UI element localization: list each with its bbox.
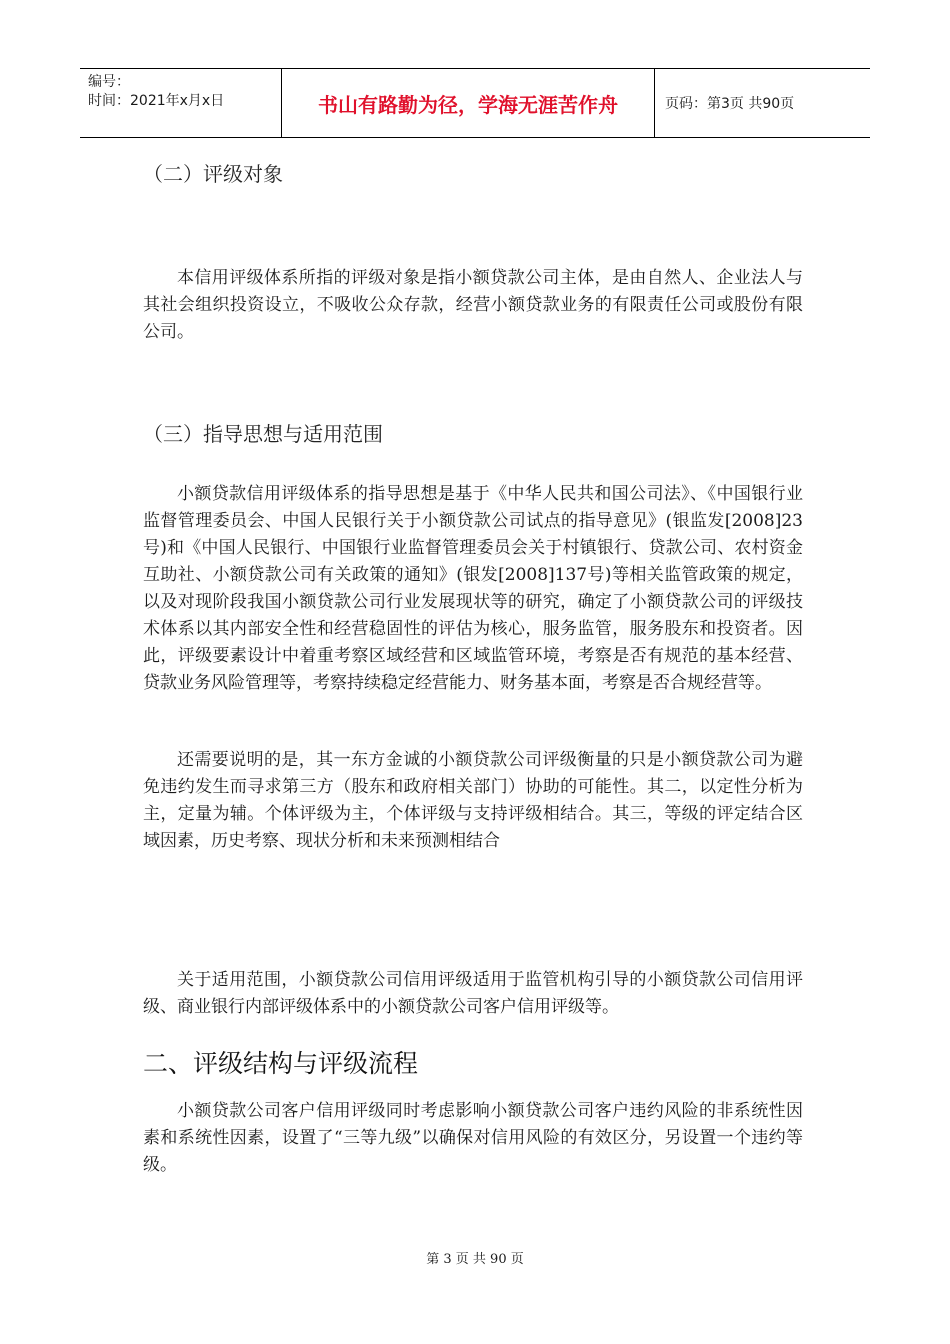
paragraph-scope: 关于适用范围，小额贷款公司信用评级适用于监管机构引导的小额贷款公司信用评级、商业银行内部评级体系中的小额贷款公司客户信用评级等。 bbox=[143, 970, 803, 1017]
paragraph-evaluation-object: 本信用评级体系所指的评级对象是指小额贷款公司主体，是由自然人、企业法人与其社会组织投资设立，不吸收公众存款，经营小额贷款业务的有限责任公司或股份有限公司。 bbox=[143, 268, 803, 342]
header-page-info: 页码：第3页 共90页 bbox=[665, 96, 795, 112]
number-label: 编号： bbox=[88, 74, 130, 90]
header-motto: 书山有路勤为径，学海无涯苦作舟 bbox=[282, 69, 655, 137]
section-title-guiding-thought: （三）指导思想与适用范围 bbox=[143, 422, 383, 446]
paragraph-rating-structure: 小额贷款公司客户信用评级同时考虑影响小额贷款公司客户违约风险的非系统性因素和系统性因素，设置了“三等九级”以确保对信用风险的有效区分，另设置一个违约等级。 bbox=[143, 1101, 803, 1175]
header-meta bbox=[80, 69, 282, 137]
paragraph-guiding-thought: 小额贷款信用评级体系的指导思想是基于《中华人民共和国公司法》、《中国银行业监督管理委员会、中国人民银行关于小额贷款公司试点的指导意见》(银监发[2008]23号)和《中国人民银行、中国银行业监督管理委员会关于村镇银行、贷款公司、农村资金互助社、小额贷款公司有关政策的通知》(银发[2008]137号)等相关监管政策的规定，以及对现阶段我国小额贷款公司行业发展现状等的研究，确定了小额贷款公司的评级技术体系以其内部安全性和经营稳固性的评估为核心，服务监管，服务股东和投资者。因此，评级要素设计中着重考察区域经营和区域监管环境，考察是否有规范的基本经营、贷款业务风险管理等，考察持续稳定经营能力、财务基本面，考察是否合规经营等。 bbox=[143, 484, 803, 693]
paragraph-notes: 还需要说明的是，其一东方金诚的小额贷款公司评级衡量的只是小额贷款公司为避免违约发生而寻求第三方（股东和政府相关部门）协助的可能性。其二，以定性分析为主，定量为辅。个体评级为主，个体评级与支持评级相结合。其三，等级的评定结合区域因素，历史考察、现状分析和未来预测相结合 bbox=[143, 750, 803, 851]
part-title-rating-structure: 二、评级结构与评级流程 bbox=[143, 1049, 419, 1078]
page-header bbox=[80, 68, 870, 138]
time-label: 时间：2021年x月x日 bbox=[88, 93, 225, 109]
page-footer: 第 3 页 共 90 页 bbox=[426, 1252, 524, 1267]
section-title-evaluation-object: （二）评级对象 bbox=[143, 162, 283, 186]
